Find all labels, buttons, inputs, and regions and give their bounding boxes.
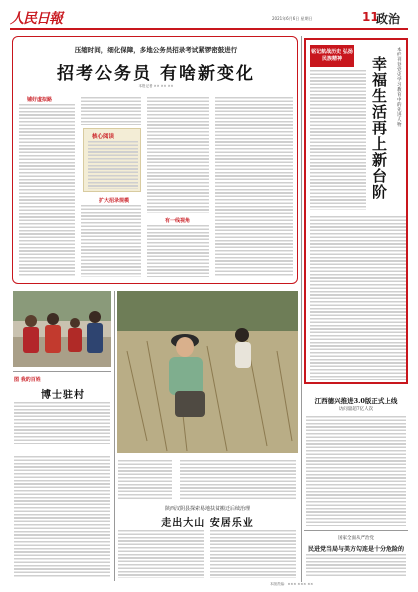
profile-section-label: 图 我的百姓 — [14, 377, 41, 383]
side-story-kicker: 本栏刊登党史学习教育中的先进人物 — [397, 48, 402, 128]
main-story-box — [12, 36, 298, 284]
main-story-headline: 招考公务员 有啥新变化 — [57, 64, 255, 84]
main-sub-heading-2: 扩大招录规模 — [99, 198, 130, 204]
feature-photo — [117, 291, 298, 453]
side-story-column-1 — [310, 70, 366, 210]
masthead — [10, 6, 408, 30]
newspaper-logo: 人民日報 — [10, 11, 62, 27]
main-story-column-3a — [147, 97, 209, 213]
right-story-1-text — [306, 416, 406, 526]
right-story-2-headline: 民进党当局与美方勾连是十分危险的 — [307, 546, 404, 553]
section-name: 政治 — [376, 12, 401, 26]
bottom-story-text-2 — [210, 530, 296, 578]
right-story-1-subline: 访问量超7亿人次 — [338, 407, 374, 412]
bottom-story-kicker: 陕西汉阴县探索易地扶贫搬迁后续治理 — [164, 506, 250, 512]
main-sub-heading-1: 铺好虚拟路 — [27, 97, 53, 103]
right-story-1-headline: 江西德兴推进3.0版正式上线 — [314, 397, 398, 405]
page-number: 11 — [362, 10, 379, 24]
column-divider — [114, 291, 115, 581]
main-story-column-2b — [81, 205, 141, 277]
lower-left-text — [14, 456, 110, 578]
main-story-byline: 本报记者 ×× ×× ×× — [138, 84, 174, 88]
column-divider — [301, 36, 302, 582]
profile-headline: 博士驻村 — [41, 390, 85, 401]
side-story-tag: 铭记航战历史 弘扬民族精神 — [310, 45, 354, 67]
photo-caption-text — [118, 460, 172, 500]
divider — [13, 371, 111, 372]
right-story-2-text — [306, 554, 406, 578]
bottom-story-headline: 走出大山 安居乐业 — [161, 518, 254, 529]
right-story-2-kicker: 国家全面从严治党 — [338, 536, 374, 541]
bottom-story-text-1 — [118, 530, 204, 578]
main-sub-heading-3: 有一线视角 — [165, 218, 191, 224]
main-story-column-1 — [19, 104, 75, 276]
core-reading-text — [88, 141, 138, 189]
main-story-column-2a — [81, 97, 141, 125]
core-reading-box — [83, 128, 141, 192]
mid-text-upper — [180, 460, 296, 500]
side-story-column-2 — [310, 216, 406, 380]
main-story-column-4 — [215, 97, 293, 277]
field-work-photo-illustration — [117, 291, 298, 453]
side-story-box — [304, 38, 408, 384]
side-story-headline: 幸福生活再上新台阶 — [372, 55, 388, 201]
issue-date: 2021年6月6日 星期日 — [272, 16, 313, 21]
main-story-lead-headline: 压缩时间，细化保障，多地公务员招录考试紧锣密鼓进行 — [74, 46, 238, 54]
villagers-photo-illustration — [13, 291, 111, 367]
page-footer: 本版责编：××× ××× ×× — [270, 582, 314, 586]
profile-text — [14, 402, 110, 444]
main-story-column-3b — [147, 225, 209, 277]
profile-photo — [13, 291, 111, 367]
divider — [304, 530, 408, 531]
core-reading-label: 核心阅读 — [92, 134, 115, 140]
